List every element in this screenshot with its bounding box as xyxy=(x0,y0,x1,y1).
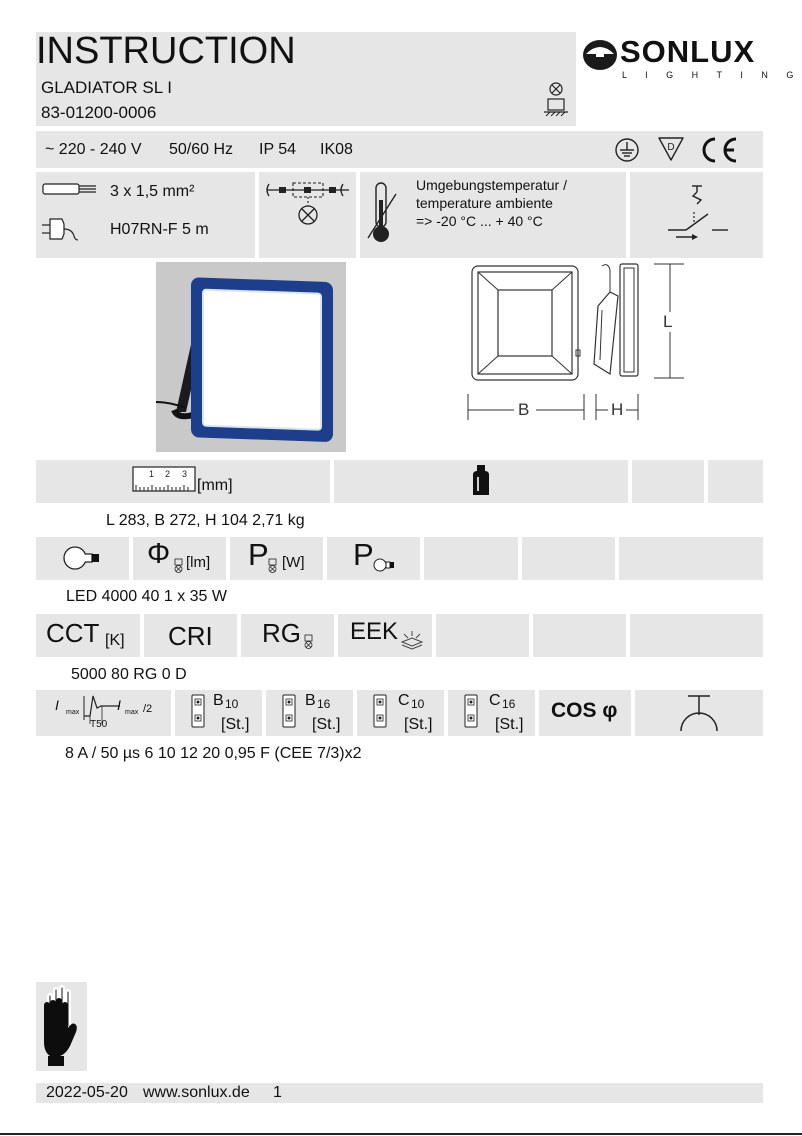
rg-label: RG xyxy=(262,618,301,648)
cable-type: H07RN-F 5 m xyxy=(110,221,209,238)
cct-label: CCT xyxy=(46,618,100,648)
empty-color-cell-2 xyxy=(533,614,626,657)
eek-label: EEK xyxy=(350,618,399,645)
lamp-power-symbol: P xyxy=(353,537,374,572)
t50-label: T50 xyxy=(90,719,108,730)
cct-unit: [K] xyxy=(105,632,125,649)
dimension-label-h: H xyxy=(611,400,624,419)
breaker-b16-icon xyxy=(281,693,297,729)
lamp-small-icon-2 xyxy=(268,558,278,574)
half-label: /2 xyxy=(143,703,153,715)
b10-number: 10 xyxy=(225,697,239,711)
breaker-c10-icon xyxy=(372,693,388,729)
ip-rating: IP 54 xyxy=(259,141,297,158)
lamp-small-icon-3 xyxy=(304,634,314,650)
temperature-range: => -20 °C ... + 40 °C xyxy=(416,213,543,229)
frequency: 50/60 Hz xyxy=(169,141,234,158)
lumen-symbol: Φ xyxy=(147,538,171,570)
c10-number: 10 xyxy=(411,697,425,711)
temperature-label-de: Umgebungstemperatur / xyxy=(416,177,567,193)
brand-subtitle: L I G H T I N G xyxy=(622,70,802,80)
empty-cell-2 xyxy=(708,460,763,503)
cri-label: CRI xyxy=(168,621,213,651)
c16-number: 16 xyxy=(502,697,516,711)
b10-st: [St.] xyxy=(221,716,250,733)
cable-icon xyxy=(42,182,98,196)
article-number: 83-01200-0006 xyxy=(41,103,157,122)
power-symbol: P xyxy=(248,537,269,572)
empty-light-cell-3 xyxy=(619,537,763,580)
imax-i-symbol-2: I xyxy=(117,697,121,713)
watt-unit: [W] xyxy=(282,554,305,571)
voltage: ~ 220 - 240 V xyxy=(45,141,142,158)
sonlux-logo-icon xyxy=(582,38,618,72)
c16-letter: C xyxy=(489,692,501,709)
through-wiring-icon xyxy=(263,182,353,228)
plug-socket-symbol-icon xyxy=(678,693,720,733)
page-title: INSTRUCTION xyxy=(36,30,296,72)
lumen-unit: [lm] xyxy=(186,554,211,571)
ruler-icon xyxy=(132,466,196,494)
imax-subscript-2: max xyxy=(125,709,139,716)
temperature-label-fr: temperature ambiente xyxy=(416,195,553,211)
bulb-icon xyxy=(62,545,106,571)
light-source-icon xyxy=(400,630,424,650)
imax-subscript-1: max xyxy=(66,709,80,716)
switch-symbol-icon xyxy=(664,184,730,238)
dimension-label-b: B xyxy=(518,400,530,419)
cos-phi-label: COS φ xyxy=(551,699,618,722)
ik-rating: IK08 xyxy=(320,141,353,158)
electrical-band xyxy=(36,131,763,168)
protection-class-earth-icon xyxy=(614,137,640,163)
footer-website[interactable]: www.sonlux.de xyxy=(143,1084,250,1101)
empty-light-cell-2 xyxy=(522,537,615,580)
empty-color-cell-1 xyxy=(436,614,529,657)
b10-letter: B xyxy=(213,692,224,709)
breaker-values: 8 A / 50 µs 6 10 12 20 0,95 F (CEE 7/3)x2 xyxy=(65,745,362,762)
footer-date: 2022-05-20 xyxy=(46,1084,128,1101)
ce-mark-icon xyxy=(698,135,740,165)
c10-st: [St.] xyxy=(404,716,433,733)
plug-icon xyxy=(40,216,80,242)
bulb-small-icon xyxy=(373,558,399,572)
light-values: LED 4000 40 1 x 35 W xyxy=(66,588,227,605)
dimension-label-l: L xyxy=(663,312,673,331)
surface-mount-lamp-icon xyxy=(542,82,570,120)
imax-i-symbol-1: I xyxy=(55,697,59,713)
footer-page-number: 1 xyxy=(273,1084,282,1101)
breaker-b10-icon xyxy=(190,693,206,729)
dimension-unit: [mm] xyxy=(197,477,233,494)
b16-st: [St.] xyxy=(312,716,341,733)
breaker-c16-icon xyxy=(463,693,479,729)
weight-icon xyxy=(470,463,492,499)
b16-letter: B xyxy=(305,692,316,709)
svg-text:1: 1 xyxy=(149,469,155,479)
c10-letter: C xyxy=(398,692,410,709)
empty-color-cell-3 xyxy=(630,614,763,657)
product-name: GLADIATOR SL I xyxy=(41,78,173,97)
empty-light-cell-1 xyxy=(424,537,518,580)
b16-number: 16 xyxy=(317,697,331,711)
c16-st: [St.] xyxy=(495,716,524,733)
empty-cell-1 xyxy=(632,460,704,503)
svg-text:D: D xyxy=(667,142,675,153)
lamp-small-icon xyxy=(174,558,184,574)
thermometer-icon xyxy=(366,180,400,246)
product-floodlight-image xyxy=(156,262,346,452)
dimension-drawing xyxy=(462,260,692,422)
color-values: 5000 80 RG 0 D xyxy=(71,666,187,683)
cable-cross-section: 3 x 1,5 mm² xyxy=(110,183,195,200)
brand-logo-text: SONLUX xyxy=(620,34,756,69)
d-mark-icon xyxy=(656,135,686,163)
dimensions-values: L 283, B 272, H 104 2,71 kg xyxy=(106,512,305,529)
svg-text:2: 2 xyxy=(165,469,171,479)
gloves-icon xyxy=(36,982,87,1071)
svg-text:3: 3 xyxy=(182,469,188,479)
bottom-rule xyxy=(0,1133,802,1135)
